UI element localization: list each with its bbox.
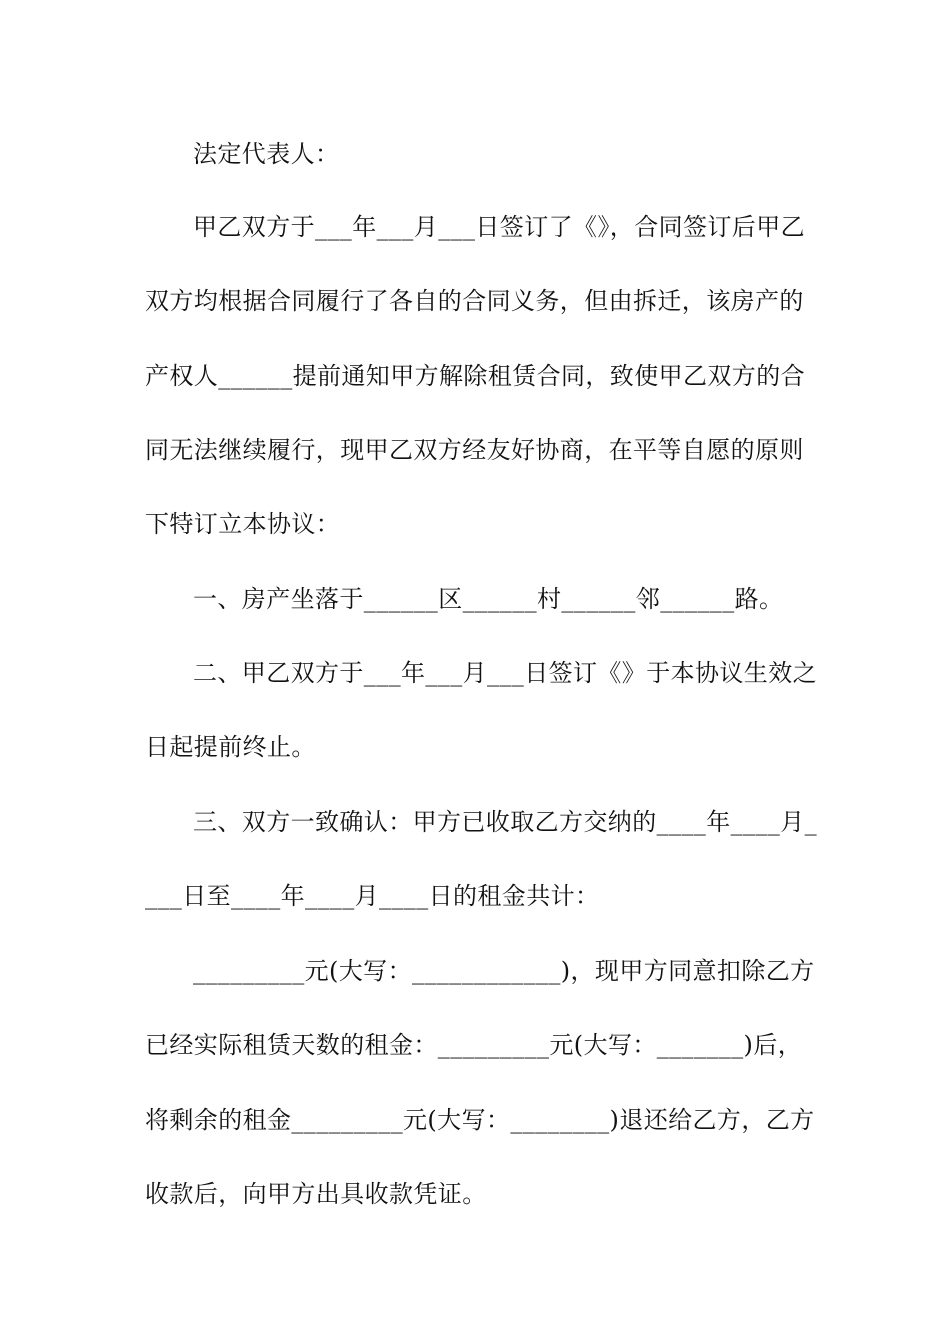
doc-line-clause-2-cont: 日起提前终止。 — [145, 733, 316, 761]
doc-line-3: 产权人______提前通知甲方解除租赁合同，致使甲乙双方的合 — [145, 362, 805, 390]
doc-line-4: 同无法继续履行，现甲乙双方经友好协商，在平等自愿的原则 — [145, 436, 804, 464]
doc-line-clause-1: 一、房产坐落于______区______村______邻______路。 — [193, 585, 784, 613]
doc-line-clause-2: 二、甲乙双方于___年___月___日签订《》于本协议生效之 — [193, 659, 817, 687]
doc-line-receipt: 收款后，向甲方出具收款凭证。 — [145, 1180, 487, 1208]
doc-line-legal-representative: 法定代表人： — [193, 140, 340, 168]
doc-line-deduction: 已经实际租赁天数的租金：_________元(大写：_______)后， — [145, 1031, 803, 1059]
doc-line-amount: _________元(大写：____________)，现甲方同意扣除乙方 — [193, 957, 815, 985]
doc-line-2: 双方均根据合同履行了各自的合同义务，但由拆迁，该房产的 — [145, 287, 804, 315]
doc-line-5: 下特订立本协议： — [145, 510, 341, 538]
doc-line-clause-3-cont: ___日至____年____月____日的租金共计： — [145, 882, 600, 910]
doc-line-1: 甲乙双方于___年___月___日签订了《》，合同签订后甲乙 — [193, 213, 805, 241]
doc-line-clause-3: 三、双方一致确认：甲方已收取乙方交纳的____年____月_ — [193, 808, 817, 836]
doc-line-refund: 将剩余的租金_________元(大写：________)退还给乙方，乙方 — [145, 1106, 815, 1134]
